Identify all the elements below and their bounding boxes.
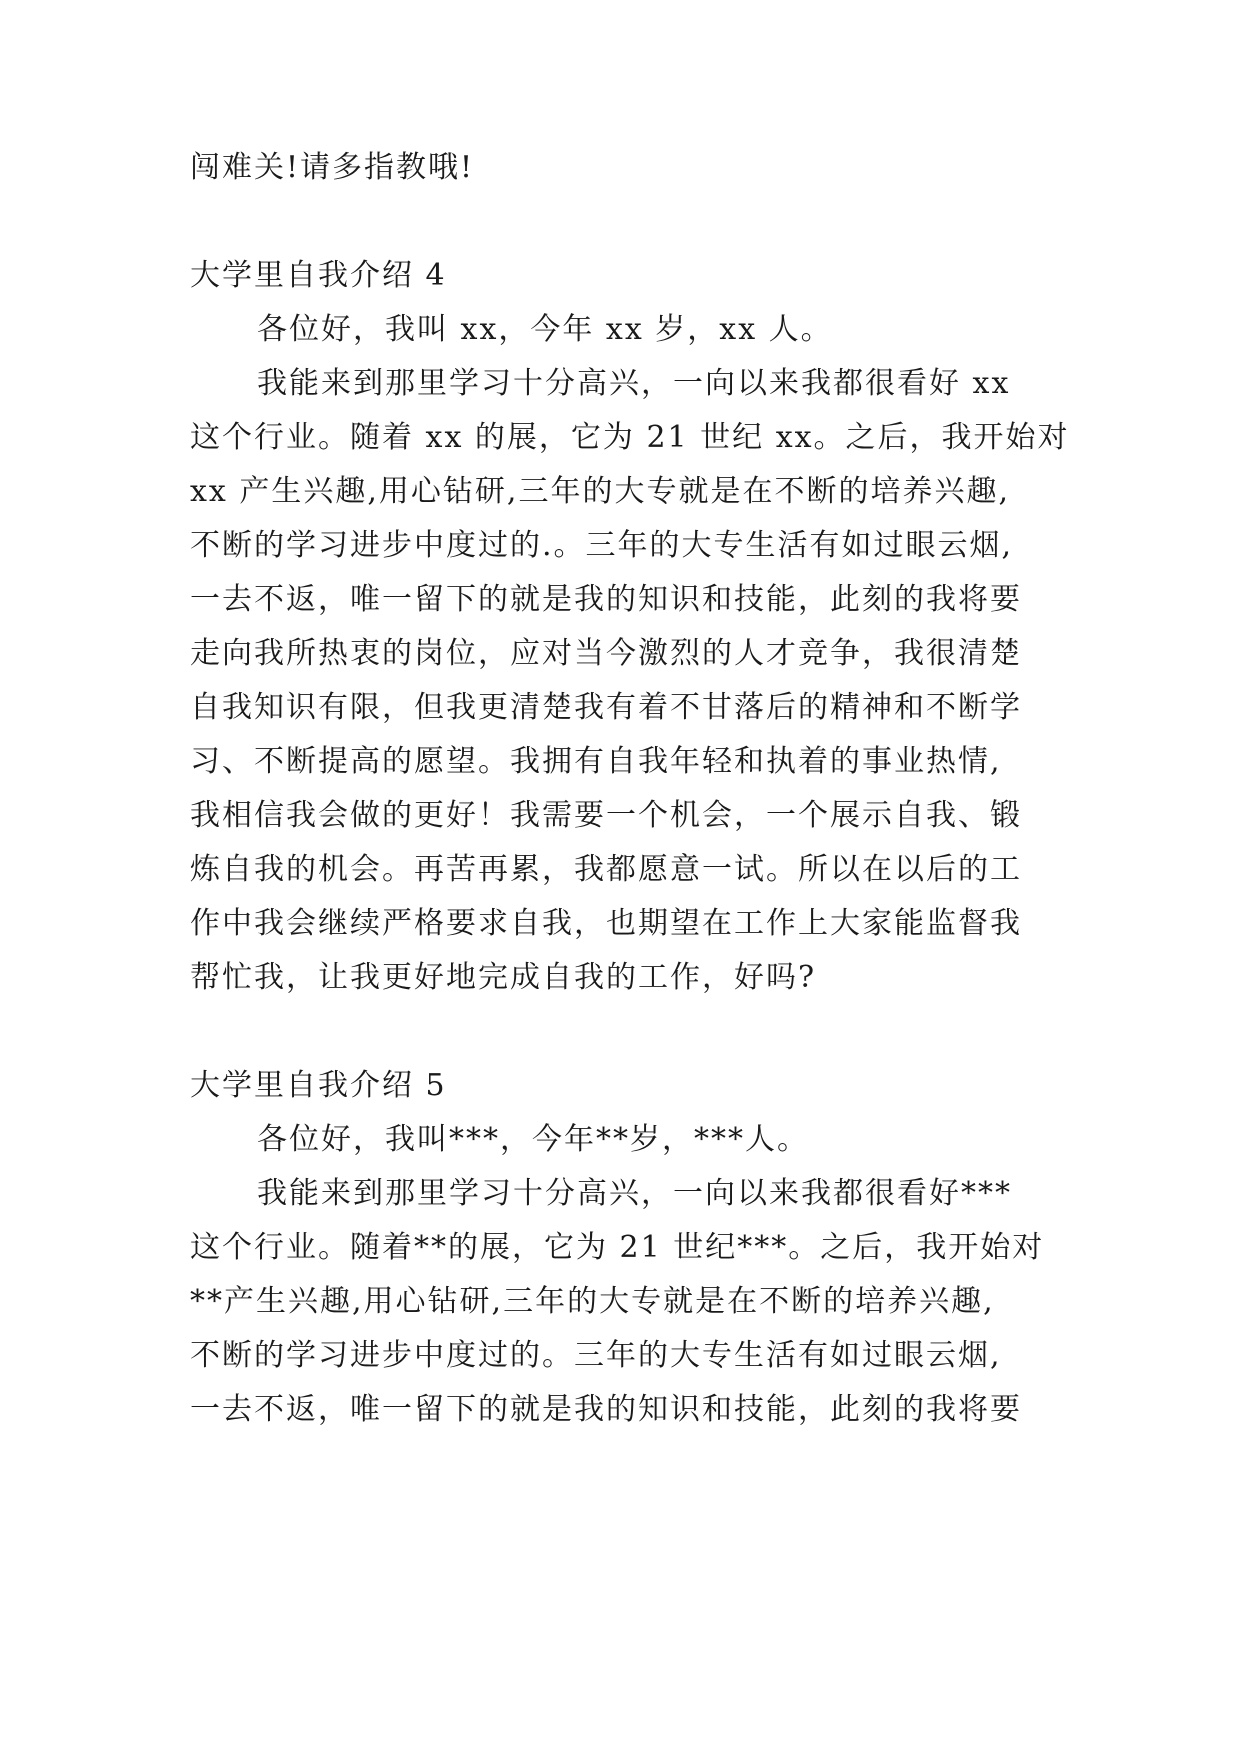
paragraph-line: 习、不断提高的愿望。我拥有自我年轻和执着的事业热情, bbox=[190, 744, 1002, 779]
paragraph-line: 一去不返，唯一留下的就是我的知识和技能，此刻的我将要 bbox=[190, 1392, 1022, 1427]
paragraph-line: 各位好，我叫***，今年**岁，***人。 bbox=[257, 1122, 809, 1157]
paragraph-line: 各位好，我叫 xx，今年 xx 岁，xx 人。 bbox=[257, 312, 833, 347]
paragraph-line: 这个行业。随着 xx 的展，它为 21 世纪 xx。之后，我开始对 bbox=[190, 420, 1070, 455]
continuation-line: 闯难关!请多指教哦! bbox=[190, 150, 475, 185]
paragraph-line: 不断的学习进步中度过的。三年的大专生活有如过眼云烟, bbox=[190, 1338, 1002, 1373]
paragraph-line: 一去不返，唯一留下的就是我的知识和技能，此刻的我将要 bbox=[190, 582, 1022, 617]
section-heading: 大学里自我介绍 4 bbox=[190, 258, 447, 293]
paragraph-line: 这个行业。随着**的展，它为 21 世纪***。之后，我开始对 bbox=[190, 1230, 1045, 1265]
paragraph-line: 自我知识有限，但我更清楚我有着不甘落后的精神和不断学 bbox=[190, 690, 1022, 725]
paragraph-line: **产生兴趣,用心钻研,三年的大专就是在不断的培养兴趣, bbox=[190, 1284, 995, 1319]
paragraph-line: 我相信我会做的更好！我需要一个机会，一个展示自我、锻 bbox=[190, 798, 1022, 833]
paragraph-line: 走向我所热衷的岗位，应对当今激烈的人才竞争，我很清楚 bbox=[190, 636, 1022, 671]
paragraph-line: 不断的学习进步中度过的.。三年的大专生活有如过眼云烟, bbox=[190, 528, 1014, 563]
paragraph-line: 我能来到那里学习十分高兴，一向以来我都很看好*** bbox=[257, 1176, 1012, 1211]
section-heading: 大学里自我介绍 5 bbox=[190, 1068, 447, 1103]
paragraph-line: 作中我会继续严格要求自我，也期望在工作上大家能监督我 bbox=[190, 906, 1022, 941]
paragraph-line: xx 产生兴趣,用心钻研,三年的大专就是在不断的培养兴趣, bbox=[190, 474, 1010, 509]
paragraph-line: 炼自我的机会。再苦再累，我都愿意一试。所以在以后的工 bbox=[190, 852, 1022, 887]
paragraph-line: 帮忙我，让我更好地完成自我的工作，好吗? bbox=[190, 960, 817, 995]
paragraph-line: 我能来到那里学习十分高兴，一向以来我都很看好 xx bbox=[257, 366, 1011, 401]
